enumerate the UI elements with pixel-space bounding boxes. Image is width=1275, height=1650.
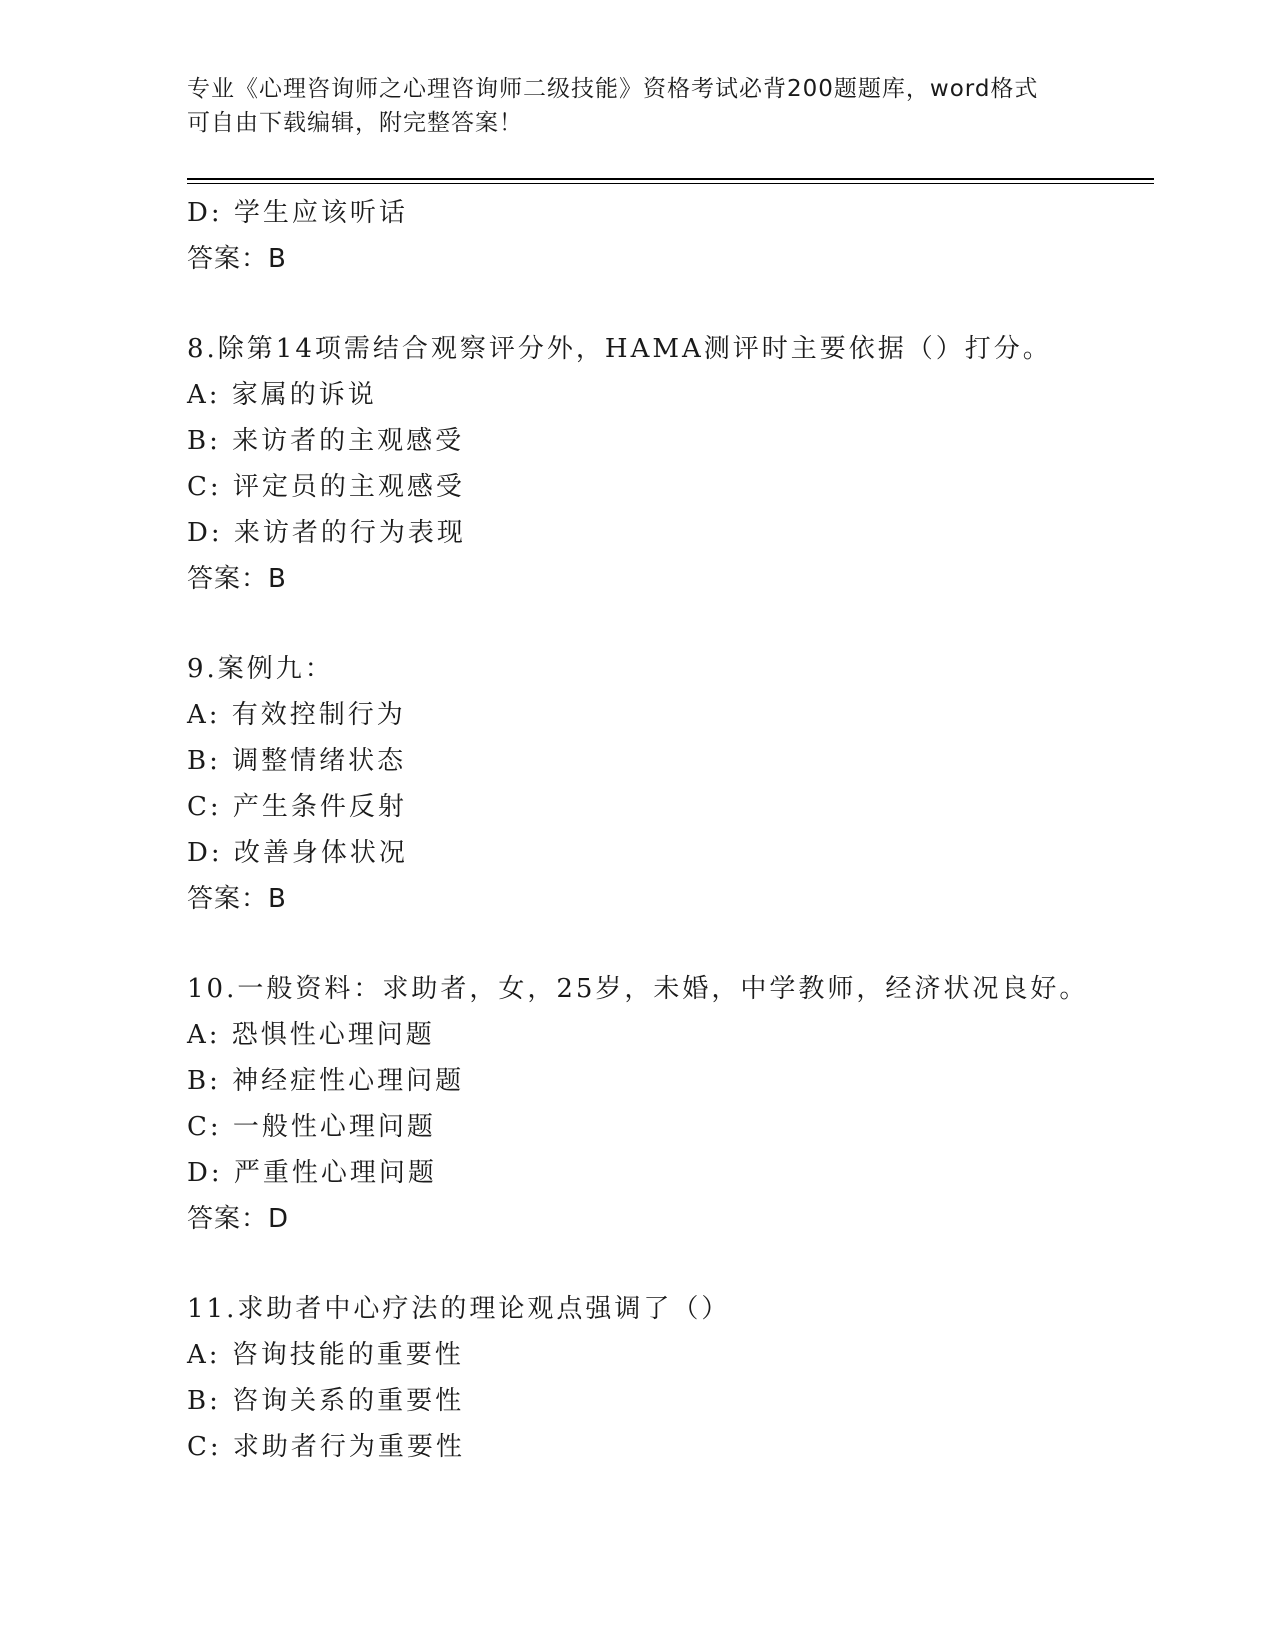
option-c: C: 产生条件反射 bbox=[187, 792, 407, 822]
question-8 bbox=[187, 326, 1154, 602]
option-c: C: 评定员的主观感受 bbox=[187, 472, 465, 502]
option-d: D: 来访者的行为表现 bbox=[187, 518, 466, 548]
spacer bbox=[187, 602, 1154, 646]
option-c: C: 求助者行为重要性 bbox=[187, 1432, 465, 1462]
answer-line: 答案：B bbox=[187, 244, 287, 274]
option-b: B: 神经症性心理问题 bbox=[187, 1066, 465, 1096]
question-10 bbox=[187, 966, 1154, 1242]
question-list bbox=[187, 190, 1154, 1470]
spacer bbox=[187, 922, 1154, 966]
option-d: D: 严重性心理问题 bbox=[187, 1158, 437, 1188]
question-stem: 10.一般资料：求助者，女，25岁，未婚，中学教师，经济状况良好。 bbox=[187, 974, 1089, 1004]
option-b: B: 来访者的主观感受 bbox=[187, 426, 465, 456]
header-divider bbox=[187, 178, 1154, 180]
question-stem: 8.除第14项需结合观察评分外，HAMA测评时主要依据（）打分。 bbox=[187, 334, 1052, 364]
option-a: A: 家属的诉说 bbox=[187, 380, 377, 410]
question-9 bbox=[187, 646, 1154, 922]
option-a: A: 有效控制行为 bbox=[187, 700, 406, 730]
answer-line: 答案：D bbox=[187, 1204, 290, 1234]
option-d: D: 学生应该听话 bbox=[187, 198, 408, 228]
answer-line: 答案：B bbox=[187, 884, 287, 914]
question-11 bbox=[187, 1286, 1154, 1470]
option-c: C: 一般性心理问题 bbox=[187, 1112, 436, 1142]
header-line-2: 可自由下载编辑，附完整答案！ bbox=[187, 110, 523, 136]
header-divider-thin bbox=[187, 183, 1154, 184]
option-b: B: 咨询关系的重要性 bbox=[187, 1386, 465, 1416]
option-a: A: 咨询技能的重要性 bbox=[187, 1340, 464, 1370]
option-d: D: 改善身体状况 bbox=[187, 838, 408, 868]
spacer bbox=[187, 1242, 1154, 1286]
header-line-1: 专业《心理咨询师之心理咨询师二级技能》资格考试必背200题题库，word格式 bbox=[187, 76, 1039, 102]
spacer bbox=[187, 282, 1154, 326]
question-stem: 11.求助者中心疗法的理论观点强调了（） bbox=[187, 1294, 731, 1324]
question-stem: 9.案例九： bbox=[187, 654, 334, 684]
option-b: B: 调整情绪状态 bbox=[187, 746, 407, 776]
option-a: A: 恐惧性心理问题 bbox=[187, 1020, 435, 1050]
document-header bbox=[187, 72, 1067, 140]
answer-line: 答案：B bbox=[187, 564, 287, 594]
